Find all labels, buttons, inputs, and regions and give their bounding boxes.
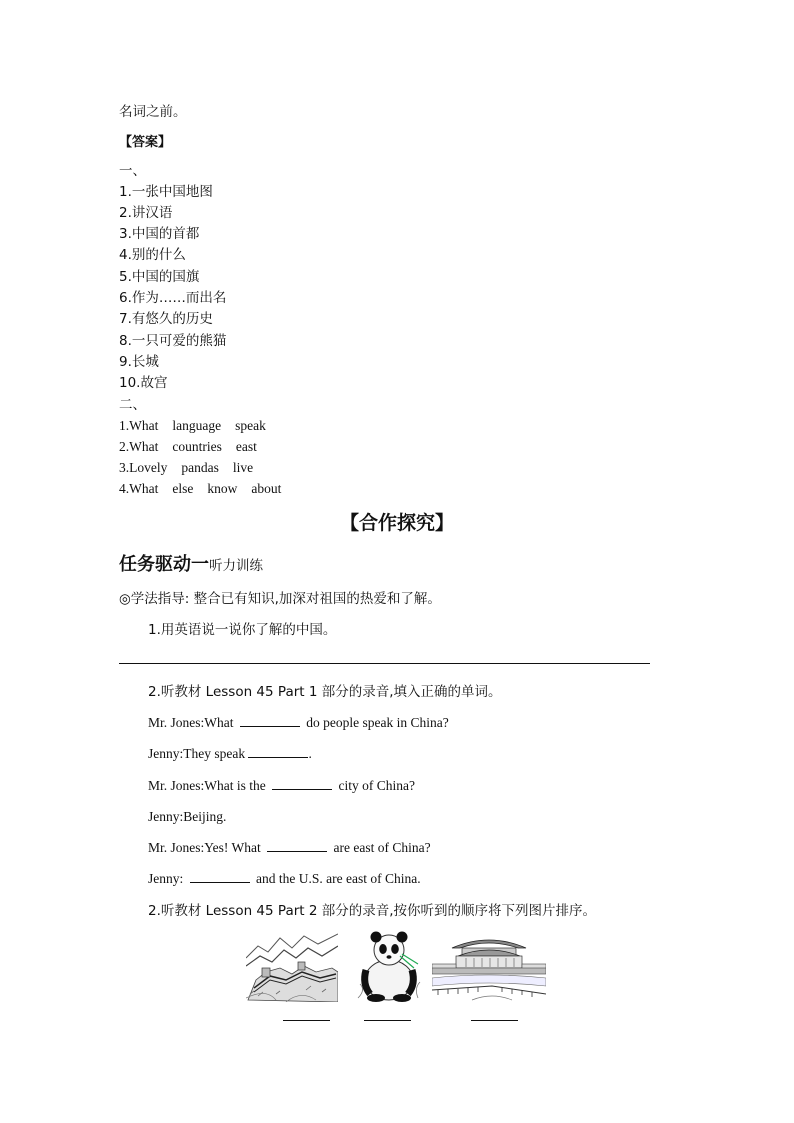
- fill-blank[interactable]: [240, 714, 300, 727]
- answer-word: speak: [235, 418, 266, 433]
- dialogue-text: Jenny:Beijing.: [148, 809, 227, 824]
- dialogue-line: [148, 870, 421, 888]
- answer-word: about: [251, 481, 282, 496]
- question-2-intro: 2.听教材 Lesson 45 Part 1 部分的录音,填入正确的单词。: [148, 684, 502, 700]
- answer-word: east: [235, 439, 257, 454]
- item-number: 2.: [119, 439, 130, 454]
- part2-item: [119, 480, 295, 498]
- dialogue-text: are east of China?: [330, 840, 431, 855]
- dialogue-text: Jenny:They speak: [148, 746, 249, 761]
- answer-word: What: [129, 418, 159, 433]
- part1-item: 8.一只可爱的熊猫: [119, 333, 227, 349]
- part2-item: [119, 459, 267, 477]
- task-title: 任务驱动一: [119, 554, 209, 575]
- part1-item: 3.中国的首都: [119, 226, 200, 242]
- fill-blank[interactable]: [248, 745, 308, 758]
- fill-blank[interactable]: [272, 777, 332, 790]
- answer-rule: [119, 663, 650, 664]
- part1-item: 2.讲汉语: [119, 205, 173, 221]
- dialogue-line: [148, 808, 226, 826]
- fill-blank[interactable]: [190, 870, 250, 883]
- part1-item: 7.有悠久的历史: [119, 311, 213, 327]
- dialogue-text: Mr. Jones:What is the: [148, 778, 270, 793]
- part1-item: 9.长城: [119, 354, 159, 370]
- dialogue-text: and the U.S. are east of China.: [252, 871, 421, 886]
- answer-word: language: [172, 418, 222, 433]
- dialogue-text: Mr. Jones:Yes! What: [148, 840, 265, 855]
- answer-word: countries: [172, 439, 222, 454]
- dialogue-text: .: [308, 746, 312, 761]
- part2-item: [119, 417, 280, 435]
- part1-item: 10.故宫: [119, 375, 168, 391]
- item-number: 4.: [119, 481, 130, 496]
- task-subtitle: 听力训练: [209, 558, 263, 574]
- part1-marker: 一、: [119, 163, 146, 179]
- dialogue-line: [148, 745, 312, 763]
- answer-word: What: [129, 481, 159, 496]
- great-wall-picture: [246, 928, 338, 1002]
- part1-item: 4.别的什么: [119, 247, 186, 263]
- answer-word: Lovely: [129, 460, 168, 475]
- question-3-intro: 2.听教材 Lesson 45 Part 2 部分的录音,按你听到的顺序将下列图片排序。: [148, 903, 597, 919]
- part2-item: [119, 438, 271, 456]
- forbidden-city-picture: [432, 928, 546, 1002]
- dialogue-text: Mr. Jones:What: [148, 715, 237, 730]
- intro-tail-text: 名词之前。: [119, 104, 187, 120]
- dialogue-text: Jenny:: [148, 871, 187, 886]
- dialogue-text: city of China?: [335, 778, 415, 793]
- order-blank-2[interactable]: [364, 1020, 411, 1021]
- part2-marker: 二、: [119, 397, 146, 413]
- dialogue-line: [148, 714, 449, 732]
- fill-blank[interactable]: [267, 839, 327, 852]
- item-number: 1.: [119, 418, 130, 433]
- part1-item: 5.中国的国旗: [119, 269, 200, 285]
- method-tip: ◎学法指导: 整合已有知识,加深对祖国的热爱和了解。: [119, 591, 441, 607]
- panda-picture: [356, 928, 422, 1002]
- task-heading: [119, 550, 263, 576]
- answer-word: pandas: [181, 460, 219, 475]
- order-blank-1[interactable]: [283, 1020, 330, 1021]
- order-blank-3[interactable]: [471, 1020, 518, 1021]
- question-1: 1.用英语说一说你了解的中国。: [148, 622, 337, 638]
- part1-item: 1.一张中国地图: [119, 184, 213, 200]
- dialogue-line: [148, 777, 415, 795]
- section-title: 【合作探究】: [339, 512, 454, 534]
- item-number: 3.: [119, 460, 130, 475]
- answer-word: live: [232, 460, 254, 475]
- answer-word: else: [172, 481, 194, 496]
- answer-word: know: [207, 481, 238, 496]
- dialogue-text: do people speak in China?: [302, 715, 449, 730]
- part1-item: 6.作为……而出名: [119, 290, 227, 306]
- answer-title: 【答案】: [119, 135, 172, 150]
- dialogue-line: [148, 839, 431, 857]
- answer-word: What: [129, 439, 159, 454]
